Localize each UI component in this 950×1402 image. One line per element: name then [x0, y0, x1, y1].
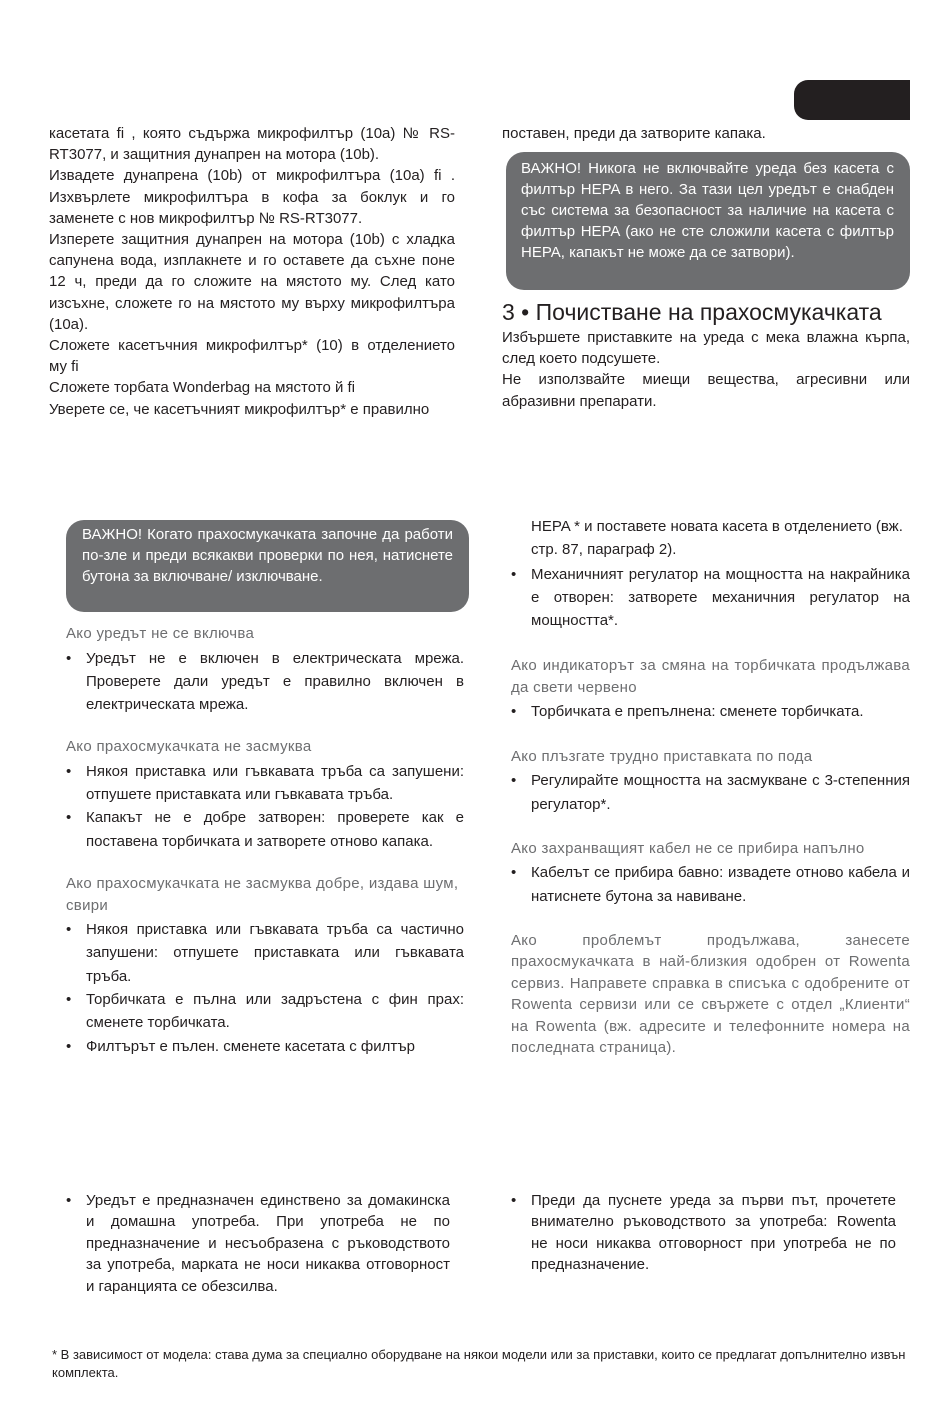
- section-title: 3 • Почистване на прахосмукачката: [502, 299, 882, 325]
- list-item: • Някоя приставка или гъвкавата тръба са запушени: отпушете приставката или гъвкавата тръба.: [66, 760, 464, 807]
- solution-list: [511, 700, 910, 723]
- cause-heading: Ако плъзгате трудно приставката по пода: [511, 747, 813, 765]
- paragraph: Избършете приставките на уреда с мека влажна кърпа, след което подсушете.: [502, 329, 910, 368]
- list-item: • Капакът не е добре затворен: проверете как е поставена торбичката и затворете отново капака.: [66, 806, 464, 853]
- paragraph: Сложете касетъчния микрофилтър* (10) в отделението му ﬁ: [49, 337, 455, 376]
- paragraph: Извадете дунапрена (10b) от микрофилтъра (10a) ﬁ . Изхвърлете микрофилтъра в кофа за боклук и го заменете с нов микрофилтър № RS-RT3077.: [49, 167, 455, 227]
- solution-list: [66, 918, 464, 1058]
- cause-heading: Ако уредът не се включва: [66, 625, 255, 642]
- list-item: • Механичният регулатор на мощността на накрайника е отворен: затворете механичния регулатор на мощността*.: [511, 563, 910, 633]
- solution-list: [511, 769, 910, 816]
- list-item: • Торбичката е пълна или задръстена с фин прах: сменете торбичката.: [66, 988, 464, 1035]
- continuation-text: HEPA * и поставете новата касета в отделението (вж. стр. 87, параграф 2).: [531, 518, 903, 559]
- continuation-text: поставен, преди да затворите капака.: [502, 125, 766, 142]
- hepa-warning-box: [506, 152, 910, 290]
- troubleshoot-right: [511, 515, 910, 1059]
- power-warning-box: [66, 520, 469, 612]
- filter-instructions: [49, 123, 455, 420]
- service-note: Ако проблемът продължава, занесете прахосмукачката в най-близкия одобрен от Rowenta сервиз. Направете справка в списъка с одобрените от Rowenta сервизи или се свържете с отдел „Клиенти“ на Rowenta (вж. адресите и телефонните номера на последната страница).: [511, 931, 910, 1057]
- language-tab: [794, 80, 910, 120]
- cause-heading: Ако прахосмукачката не засмуква добре, издава шум, свири: [66, 875, 459, 914]
- cause-heading: Ако захранващият кабел не се прибира напълно: [511, 839, 865, 857]
- list-item: • Регулирайте мощността на засмукване с 3-степенния регулатор*.: [511, 769, 910, 816]
- hepa-warning-text: ВАЖНО! Никога не включвайте уреда без касета с филтър HEPA в него. За тази цел уредът е снабден със система за безопасност за наличие на касета с филтър HEPA (ако не сте сложили касета с филтър HEPA, капакът не може да се затвори).: [521, 160, 894, 261]
- solution-list: [66, 647, 464, 717]
- cause-heading: Ако индикаторът за смяна на торбичката продължава да свети червено: [511, 657, 910, 696]
- list-item: • Кабелът се прибира бавно: извадете отново кабела и натиснете бутона за навиване.: [511, 861, 910, 908]
- list-item: • Някоя приставка или гъвкавата тръба са частично запушени: отпушете приставката или гъвкавата тръба.: [66, 918, 464, 988]
- power-warning-text: ВАЖНО! Когато прахосмукачката започне да работи по-зле и преди всякакви проверки по нея, натиснете бутона за включване/ изключване.: [82, 526, 453, 585]
- paragraph: Не използвайте миещи вещества, агресивни или абразивни препарати.: [502, 371, 910, 410]
- cause-heading: Ако прахосмукачката не засмуква: [66, 738, 312, 756]
- usage-note: [66, 1190, 450, 1297]
- solution-list: [511, 861, 910, 908]
- list-item: • Торбичката е препълнена: сменете торбичката.: [511, 700, 910, 723]
- cleaning-text: [502, 327, 910, 412]
- troubleshoot-left: [66, 623, 464, 1058]
- paragraph: Изперете защитния дунапрен на мотора (10b) с хладка сапунена вода, изплакнете и го оставете да съхне поне 12 ч, преди да го сложите на мястото му. След като изсъхне, сложете го на мястото му върху микрофилтъра (10a).: [49, 231, 455, 333]
- paragraph: касетата ﬁ , която съдържа микрофилтър (10a) № RS-RT3077, и защитния дунапрен на мотора (10b).: [49, 125, 455, 164]
- solution-list: [66, 760, 464, 853]
- solution-list: [511, 563, 910, 633]
- footnote: * В зависимост от модела: става дума за специално оборудване на някои модели или за приставки, които се предлагат допълнително извън комплекта.: [52, 1347, 906, 1380]
- paragraph: Уверете се, че касетъчният микрофилтър* е правилно: [49, 400, 430, 418]
- read-manual-note: [511, 1190, 896, 1276]
- paragraph: Сложете торбата Wonderbag на мястото й ﬁ: [49, 379, 356, 397]
- list-item: • Уредът е предназначен единствено за домакинска и домашна употреба. При употреба не по предназначение и несъобразена с ръководството за употреба, марката не носи никаква отговорност и гаранцията се обезсилва.: [66, 1190, 450, 1297]
- list-item: • Уредът не е включен в електрическата мрежа. Проверете дали уредът е правилно включен в електрическата мрежа.: [66, 647, 464, 717]
- list-item: • Преди да пуснете уреда за първи път, прочетете внимателно ръководството за употреба: Rowenta не носи никаква отговорност при употреба не по предназначение.: [511, 1190, 896, 1276]
- list-item: • Филтърът е пълен. сменете касетата с филтър: [66, 1035, 464, 1058]
